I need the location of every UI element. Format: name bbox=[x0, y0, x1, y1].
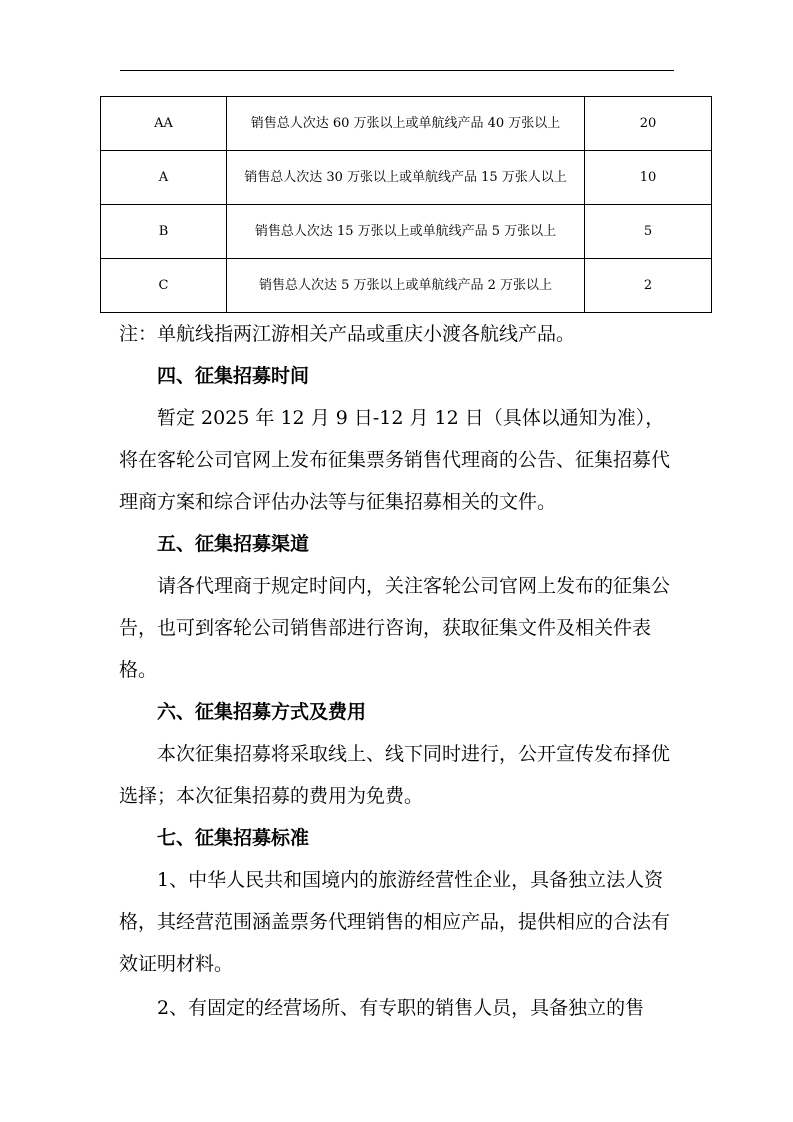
document-body bbox=[119, 313, 679, 1029]
grade-cell: AA bbox=[101, 97, 227, 151]
table-row bbox=[101, 97, 712, 151]
requirement-cell: 销售总人次达 60 万张以上或单航线产品 40 万张以上 bbox=[227, 97, 585, 151]
score-cell: 2 bbox=[585, 259, 712, 313]
table-row bbox=[101, 205, 712, 259]
section-paragraph: 2、有固定的经营场所、有专职的销售人员，具备独立的售 bbox=[157, 997, 645, 1019]
table-row bbox=[101, 151, 712, 205]
section-paragraph: 1、中华人民共和国境内的旅游经营性企业，具备独立法人资格，其经营范围涵盖票务代理销售的相应产品，提供相应的合法有效证明材料。 bbox=[119, 869, 671, 975]
header-rule bbox=[120, 70, 674, 71]
grade-cell: B bbox=[101, 205, 227, 259]
section-paragraph: 请各代理商于规定时间内，关注客轮公司官网上发布的征集公告，也可到客轮公司销售部进行咨询，获取征集文件及相关件表格。 bbox=[119, 575, 671, 681]
table-row bbox=[101, 259, 712, 313]
table-note: 注：单航线指两江游相关产品或重庆小渡各航线产品。 bbox=[119, 323, 576, 345]
section-heading-method: 六、征集招募方式及费用 bbox=[157, 701, 367, 723]
score-cell: 20 bbox=[585, 97, 712, 151]
section-paragraph: 暂定 2025 年 12 月 9 日-12 月 12 日（具体以通知为准），将在客轮公司官网上发布征集票务销售代理商的公告、征集招募代理商方案和综合评估办法等与征集招募相关的文件。 bbox=[119, 407, 671, 513]
requirement-cell: 销售总人次达 5 万张以上或单航线产品 2 万张以上 bbox=[227, 259, 585, 313]
score-cell: 10 bbox=[585, 151, 712, 205]
grade-cell: C bbox=[101, 259, 227, 313]
requirement-cell: 销售总人次达 15 万张以上或单航线产品 5 万张以上 bbox=[227, 205, 585, 259]
section-heading-time: 四、征集招募时间 bbox=[157, 365, 310, 387]
grade-table bbox=[100, 96, 712, 313]
section-paragraph: 本次征集招募将采取线上、线下同时进行，公开宣传发布择优选择；本次征集招募的费用为免费。 bbox=[119, 743, 671, 807]
score-cell: 5 bbox=[585, 205, 712, 259]
grade-cell: A bbox=[101, 151, 227, 205]
requirement-cell: 销售总人次达 30 万张以上或单航线产品 15 万张人以上 bbox=[227, 151, 585, 205]
section-heading-standard: 七、征集招募标准 bbox=[157, 827, 310, 849]
section-heading-channel: 五、征集招募渠道 bbox=[157, 533, 310, 555]
